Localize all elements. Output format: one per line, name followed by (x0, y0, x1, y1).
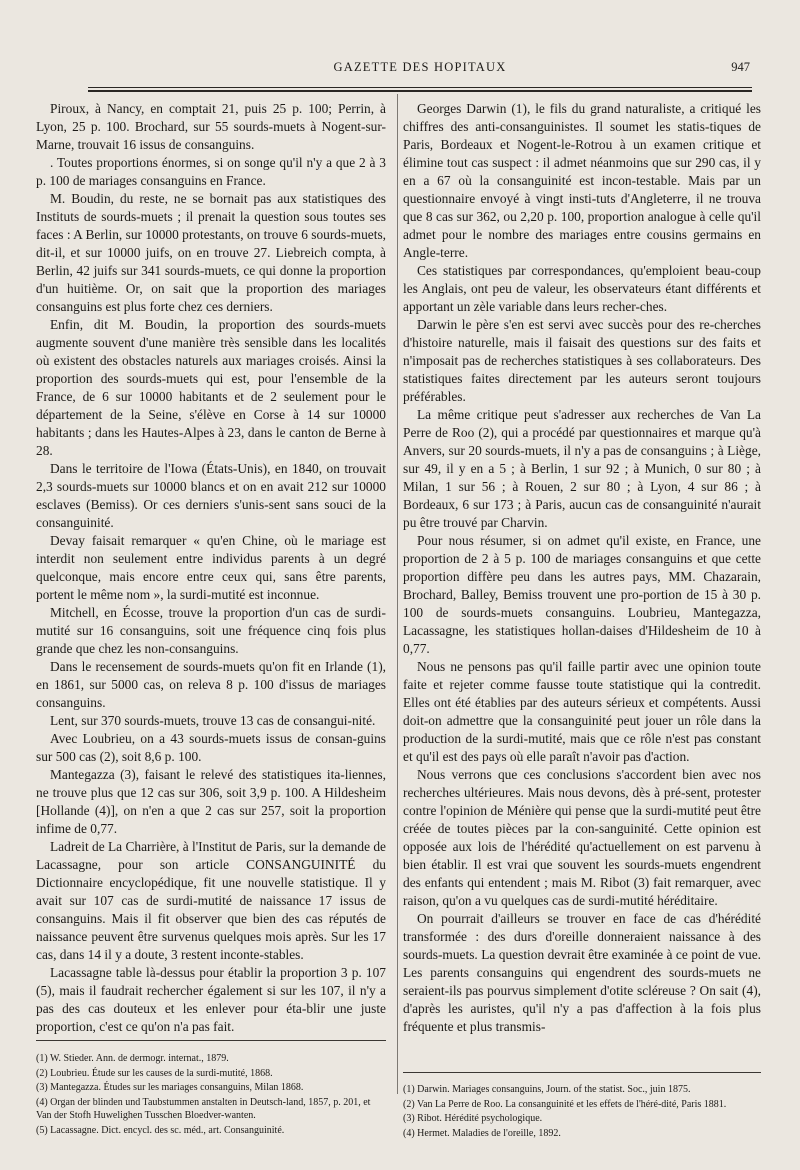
paragraph: Georges Darwin (1), le fils du grand naturaliste, a critiqué les chiffres des anti-consanguinistes. Il soumet les statis-tiques de Paris, Bordeaux et Nogent-le-Rotrou à un examen critique et élimine tout cas suspect : il admet néanmoins que sur 290 cas, il y en a 67 où la consanguinité est incon-testable. Mais par un questionnaire envoyé à vingt insti-tuts d'Angleterre, il ne trouva que 8 cas sur 362, ou 2,20 p. 100, proportion analogue à celle qu'il admet pour le nombre des mariages entre cousins germains en Angle-terre. (403, 101, 761, 260)
paragraph: Dans le territoire de l'Iowa (États-Unis), en 1840, on trouvait 2,3 sourds-muets sur 10000 blancs et on en avait 212 sur 10000 esclaves (Bemiss). Or ces derniers s'unis-sent sans souci de la consanguinité. (36, 461, 386, 530)
footnote: (3) Ribot. Hérédité psychologique. (403, 1113, 543, 1124)
left-column (36, 100, 386, 1036)
footnote: (3) Mantegazza. Études sur les mariages consanguins, Milan 1868. (36, 1082, 304, 1093)
paragraph: Dans le recensement de sourds-muets qu'on fit en Irlande (1), en 1861, sur 5000 cas, on releva 8 p. 100 d'issus de mariages consanguins. (36, 659, 386, 710)
paragraph: La même critique peut s'adresser aux recherches de Van La Perre de Roo (2), qui a procédé par questionnaires et marque qu'à Anvers, sur 20 sourds-muets, il n'y a pas de consanguins ; à Liège, sur 49, il y en a 5 ; à Berlin, 1 sur 92 ; à Munich, 0 sur 80 ; à Milan, 1 sur 56 ; à Rouen, 2 sur 80 ; à Lyon, 4 sur 86 ; à Bordeaux, 6 sur 173 ; à Paris, aucun cas de consanguinité n'aurait pu être trouvé par Charvin. (403, 407, 761, 530)
paragraph: Mitchell, en Écosse, trouve la proportion d'un cas de surdi-mutité sur 16 consanguins, soit une fréquence cinq fois plus grande que chez les non-consanguins. (36, 605, 386, 656)
page-header (88, 58, 752, 78)
paragraph: Ladreit de La Charrière, à l'Institut de Paris, sur la demande de Lacassagne, pour son article CONSANGUINITÉ du Dictionnaire encyclopédique, fit une nouvelle statistique. Il y avait sur 107 cas de surdi-mutité de naissance 17 issus de consanguins. Mais il fit observer que bien des cas réputés de naissance peuvent être survenus quelques mois après. Sur les 17 cas, dans 14 il y a doute, 3 restent inconte-stables. (36, 839, 386, 962)
paragraph: Nous verrons que ces conclusions s'accordent bien avec nos recherches ultérieures. Mais nous devons, dès à pré-sent, protester contre l'opinion de Ménière qui pense que la surdi-mutité peut être créée de toutes pièces par la con-sanguinité. Cette opinion est opposée aux lois de l'hérédité qu'actuellement on est parvenu à bien établir. Il est vrai que souvent les sourds-muets engendrent des enfants qui entendent ; mais M. Ribot (3) fait remarquer, avec raison, qu'on a vu quelques cas de surdi-mutité héréditaire. (403, 767, 761, 908)
footnotes-right (403, 1083, 761, 1141)
footnote: (1) Darwin. Mariages consanguins, Journ. of the statist. Soc., juin 1875. (403, 1084, 691, 1095)
running-title: GAZETTE DES HOPITAUX (333, 60, 507, 74)
footnote: (2) Van La Perre de Roo. La consanguinité et les effets de l'héré-dité, Paris 1881. (403, 1098, 727, 1110)
footnote: (4) Hermet. Maladies de l'oreille, 1892. (403, 1127, 561, 1139)
footnote: (5) Lacassagne. Dict. encycl. des sc. méd., art. Consanguinité. (36, 1124, 285, 1136)
paragraph: On pourrait d'ailleurs se trouver en face de cas d'hérédité transformée : des durs d'oreille donneraient naissance à des sourds-muets. La question devrait être examinée à ce point de vue. Les parents consanguins qui engendrent des sourds-muets ne seraient-ils pas pourvus simplement d'otite scléreuse ? On sait (4), d'après les auristes, qu'il n'y a pas d'affection à la fois plus fréquente et plus transmis- (403, 911, 761, 1034)
header-rule-thin (88, 87, 752, 88)
paragraph: Mantegazza (3), faisant le relevé des statistiques ita-liennes, ne trouve plus que 12 cas sur 306, soit 3,9 p. 100. A Hildesheim [Hollande (4)], on n'en a que 2 cas sur 257, soit la proportion infime de 0,77. (36, 767, 386, 836)
paragraph: . Toutes proportions énormes, si on songe qu'il n'y a que 2 à 3 p. 100 de mariages consanguins en France. (36, 155, 386, 188)
page-number: 947 (731, 60, 750, 74)
footnote-rule-right (403, 1072, 761, 1073)
paragraph: Pour nous résumer, si on admet qu'il existe, en France, une proportion de 2 à 5 p. 100 de mariages consanguins et que cette proportion diffère peu dans les autres pays, MM. Chazarain, Brochard, Balley, Bemiss trouvent une pro-portion de 15 à 30 p. 100 de sourds-muets consanguins. Loubrieu, Mantegazza, Lacassagne, les statistiques hollan-daises d'Hildesheim de 10 à 0,77. (403, 533, 761, 656)
footnote: (1) W. Stieder. Ann. de dermogr. internat., 1879. (36, 1053, 229, 1064)
paragraph: Lent, sur 370 sourds-muets, trouve 13 cas de consangui-nité. (50, 713, 376, 728)
right-column (403, 100, 761, 1036)
column-divider (397, 94, 398, 1094)
paragraph: Avec Loubrieu, on a 43 sourds-muets issus de consan-guins sur 500 cas (2), soit 8,6 p. 100. (36, 731, 386, 764)
footnote: (2) Loubrieu. Étude sur les causes de la surdi-mutité, 1868. (36, 1067, 273, 1079)
footnote-rule-left (36, 1040, 386, 1041)
paragraph: Lacassagne table là-dessus pour établir la proportion 3 p. 107 (5), mais il faudrait rechercher également si sur les 107, il n'y a pas des cas douteux et les enlever pour éta-blir une juste proportion, c'est ce qu'on n'a pas fait. (36, 965, 386, 1034)
paragraph: Ces statistiques par correspondances, qu'emploient beau-coup les Anglais, ont peu de valeur, les observateurs étant différents et apportant un zèle variable dans leurs recher-ches. (403, 263, 761, 314)
header-rule-thick (88, 90, 752, 92)
paragraph: Enfin, dit M. Boudin, la proportion des sourds-muets augmente souvent d'une manière très sensible dans les localités où existent des obstacles naturels aux mariages croisés. Ainsi la proportion des sourds-muets qui est, pour l'ensemble de la France, de 6 sur 10000 habitants et de 2 seulement pour le département de la Seine, s'élève en Corse à 14 sur 10000 habitants ; dans les Hautes-Alpes à 23, dans le canton de Berne à 28. (36, 317, 386, 458)
paragraph: Darwin le père s'en est servi avec succès pour des re-cherches d'histoire naturelle, mais il faisait des questions sur des faits et n'imposait pas de recherches statistiques à ses collaborateurs. Des statistiques faites directement par les auteurs seront toujours préférables. (403, 317, 761, 404)
footnote: (4) Organ der blinden und Taubstummen anstalten in Deutsch-land, 1857, p. 201, et Van der Stofh Huwelighen Tusschen Bloedver-wanten. (36, 1096, 371, 1121)
paragraph: Piroux, à Nancy, en comptait 21, puis 25 p. 100; Perrin, à Lyon, 25 p. 100. Brochard, sur 55 sourds-muets à Nogent-sur-Marne, trouvait 16 issus de consanguins. (36, 101, 386, 152)
paragraph: Devay faisait remarquer « qu'en Chine, où le mariage est interdit non seulement entre individus parents à un degré quelconque, mais encore entre ceux qui, sans être parents, portent le même nom », la surdi-mutité est inconnue. (36, 533, 386, 602)
footnotes-left (36, 1052, 386, 1138)
paragraph: Nous ne pensons pas qu'il faille partir avec une opinion toute faite et rejeter comme fausse toute statistique qui la contredit. Elles ont été établies par des auteurs sérieux et compétents. Aussi doit-on admettre que la consanguinité peut jouer un rôle dans la production de la surdi-mutité, mais que ce rôle n'est pas constant et qu'il est des pays où elle paraît n'avoir pas d'action. (403, 659, 761, 764)
paragraph: M. Boudin, du reste, ne se bornait pas aux statistiques des Instituts de sourds-muets ; il prenait la question sous toutes ses faces : A Berlin, sur 10000 protestants, on trouve 6 sourds-muets, dit-il, et sur 10000 juifs, on en trouve 27. Liebreich compta, à Berlin, 42 juifs sur 341 sourds-muets, ce qui donne la proportion d'un huitième. Or, on sait que la proportion des mariages consanguins est plus forte chez ces derniers. (36, 191, 386, 314)
